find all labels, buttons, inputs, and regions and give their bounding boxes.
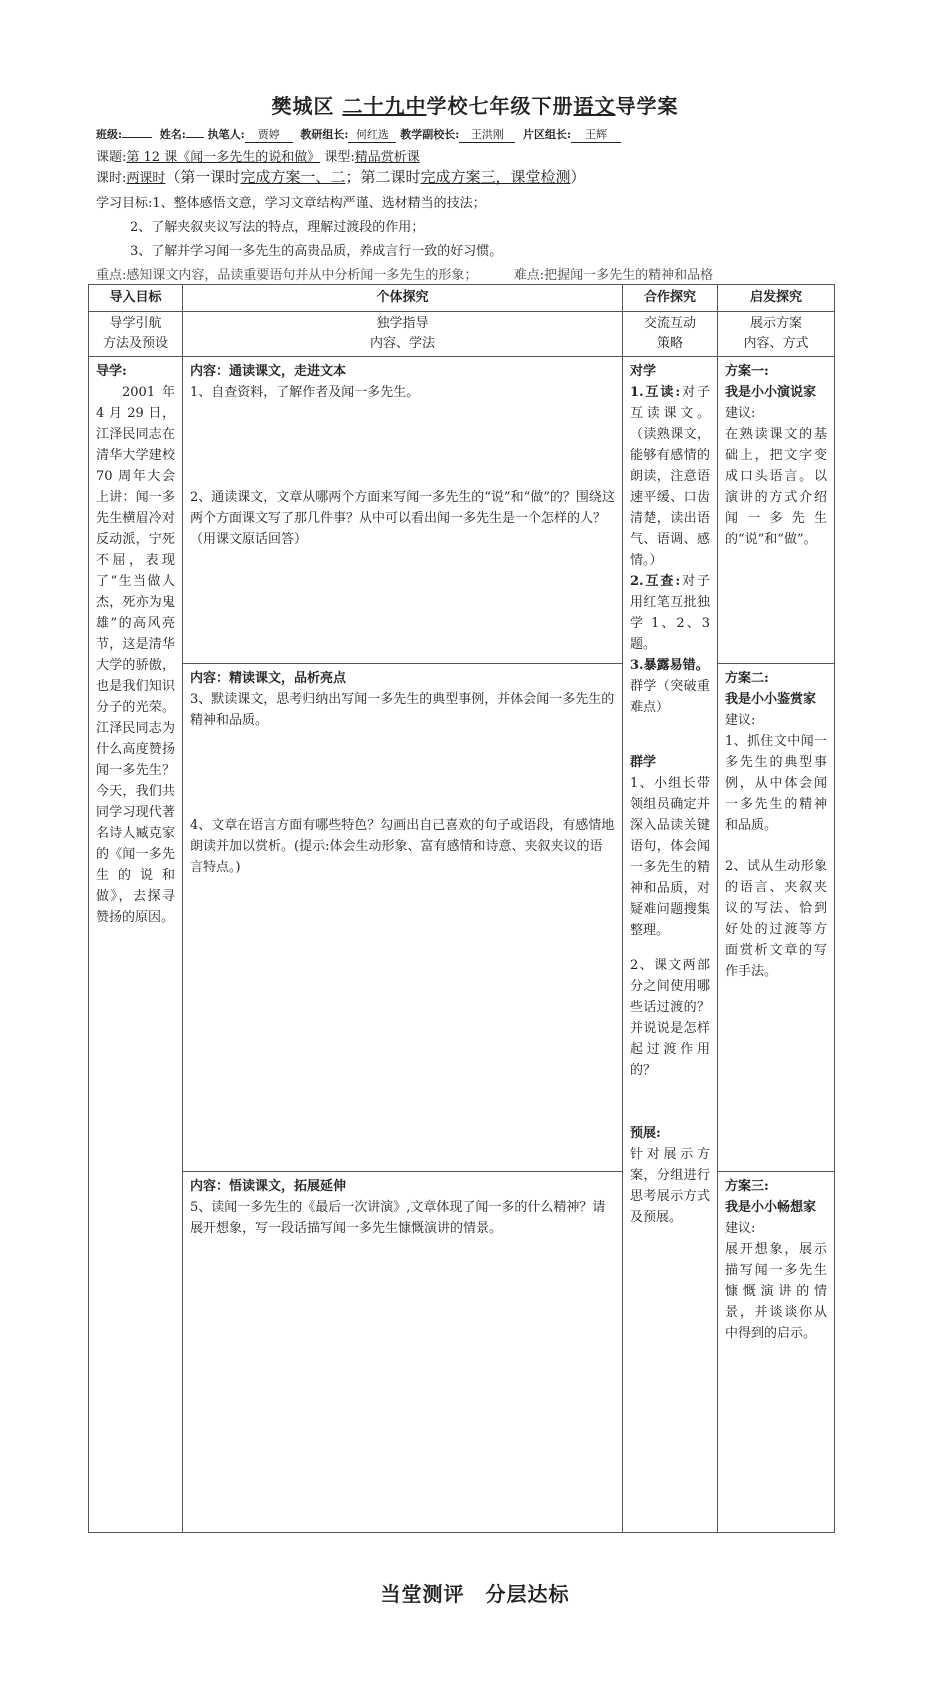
writer-field: 贾婷 [245,126,293,143]
meta-line: 班级: 姓名: 执笔人: 贾婷 教研组长: 何红选 教学副校长: 王洪刚 片区组长: 王辉 [96,126,621,143]
vice-principal-field: 王洪刚 [459,126,515,143]
subheader-cooperative: 交流互动 策略 [623,312,718,357]
goals-line-1: 学习目标:1、整体感悟文意，学习文章结构严谨、选材精当的技法； [96,196,486,211]
plan-2-cell: 方案二: 我是小小鉴赏家 建议: 1、抓住文中闻一多先生的典型事例，从中体会闻一多先生的精神和品质。 2、试从生动形象的语言、夹叙夹议的写法、恰到好处的过渡等方面赏析文章的写作手法。 [718,664,835,1172]
focus-line: 重点:感知课文内容，品读重要语句并从中分析闻一多先生的形象； 难点:把握闻一多先生的精神和品格 [96,268,714,283]
subheader-intro: 导学引航 方法及预设 [89,312,183,357]
subheader-individual: 独学指导 内容、学法 [183,312,623,357]
area-head-field: 王辉 [571,126,621,143]
individual-section-1: 内容：通读课文，走进文本 1、自查资料，了解作者及闻一多先生。 2、通读课文，文章从哪两个方面来写闻一多先生的“说”和“做”的？围绕这两个方面课文写了那几件事？从中可以看出闻一多先生是一个怎样的人？（用课文原话回答） [183,357,623,664]
header-individual: 个体探究 [183,285,623,312]
header-inspire: 启发探究 [718,285,835,312]
intro-cell: 导学: 2001 年 4 月 29 日，江泽民同志在清华大学建校 70 周年大会上讲：闻一多先生横眉冷对反动派，宁死不屈，表现了“生当做人杰，死亦为鬼雄”的高风亮节，这是清华大学的骄傲，也是我们知识分子的光荣。江泽民同志为什么高度赞扬闻一多先生？今天，我们共同学习现代著名诗人臧克家的《闻一多先生的说和做》，去探寻赞扬的原因。 [89,357,183,1533]
plan-1-cell: 方案一: 我是小小演说家 建议: 在熟读课文的基础上，把文字变成口头语言。以演讲的方式介绍闻一多先生的“说”和“做”。 [718,357,835,664]
plan-3-cell: 方案三: 我是小小畅想家 建议: 展开想象，展示描写闻一多先生慷慨演讲的情景，并谈谈你从中得到的启示。 [718,1172,835,1533]
class-field [122,137,152,138]
goals-line-2: 2、了解夹叙夹议写法的特点，理解过渡段的作用； [130,220,425,235]
goals-line-3: 3、了解并学习闻一多先生的高贵品质，养成言行一致的好习惯。 [130,244,503,259]
cooperative-cell: 对学 1.互读:对子互读课文。（读熟课文，能够有感情的朗读，注意语速平缓、口齿清楚，读出语气、语调、感情。） 2.互查:对子用红笔互批独学 1、2、3 题。 3.暴露易错。 群学（突破重难点） 群学 1、小组长带领组员确定并深入品读关键语句，体会闻一多先生的精神和品质，对疑难问题搜集整理。 2、课文两部分之间使用哪些话过渡的？并说说是怎样起过渡作用的？ 预展: 针对展示方案，分组进行思考展示方式及预展。 [623,357,718,1533]
period-line: 课时:两课时（第一课时完成方案一、二；第二课时完成方案三，课堂检测） [96,168,586,186]
header-intro-goal: 导入目标 [89,285,183,312]
subheader-inspire: 展示方案 内容、方式 [718,312,835,357]
topic-line: 课题:第 12 课《闻一多先生的说和做》 课型:精品赏析课 [96,150,420,165]
page-title: 樊城区 二十九中学校七年级下册语文导学案 [271,94,679,118]
name-field [186,137,204,138]
individual-section-2: 内容：精读课文，品析亮点 3、默读课文，思考归纳出写闻一多先生的典型事例，并体会闻一多先生的精神和品质。 4、文章在语言方面有哪些特色？勾画出自己喜欢的句子或语段，有感情地朗读并加以赏析。(提示:体会生动形象、富有感情和诗意、夹叙夹议的语言特点。) [183,664,623,1172]
research-head-field: 何红选 [348,126,396,143]
footer-heading: 当堂测评 分层达标 [380,1582,570,1606]
individual-section-3: 内容：悟读课文，拓展延伸 5、读闻一多先生的《最后一次讲演》,文章体现了闻一多的什么精神？请展开想象，写一段话描写闻一多先生慷慨演讲的情景。 [183,1172,623,1533]
header-cooperative: 合作探究 [623,285,718,312]
study-plan-table [88,284,835,1533]
